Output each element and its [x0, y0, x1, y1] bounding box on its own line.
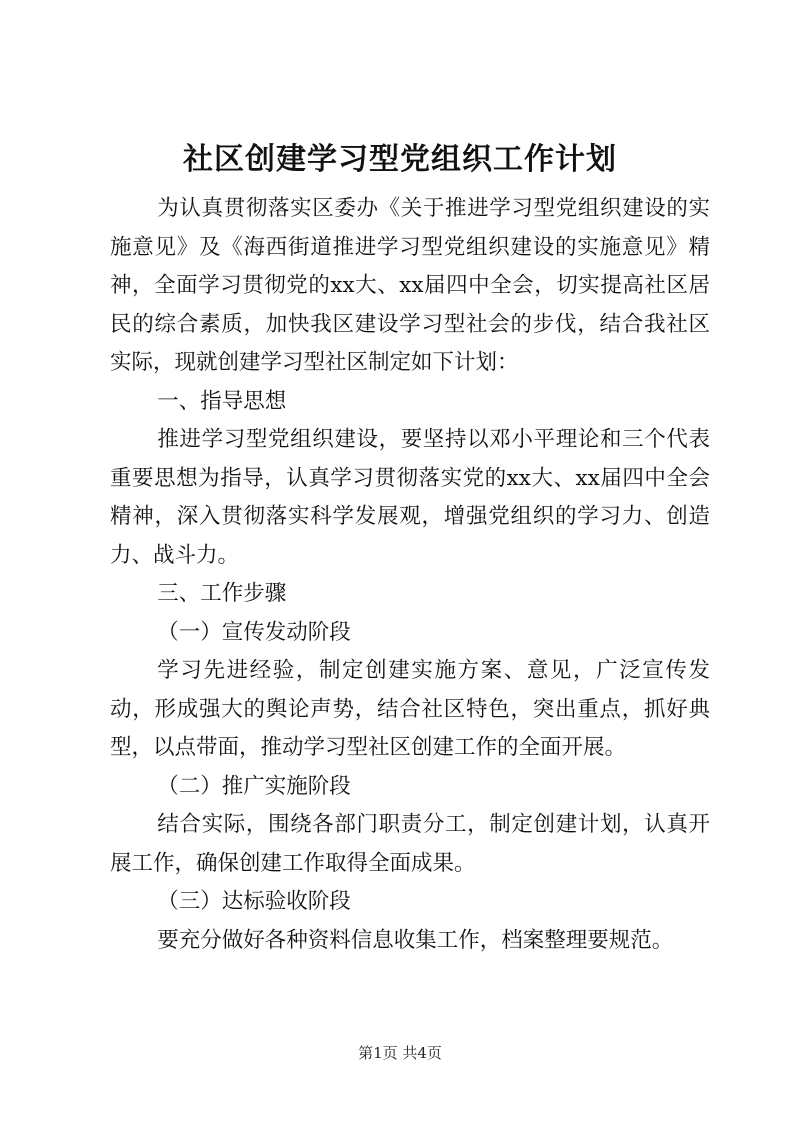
- document-title: 社区创建学习型党组织工作计划: [183, 142, 617, 177]
- intro-paragraph: 为认真贯彻落实区委办《关于推进学习型党组织建设的实施意见》及《海西街道推进学习型党组织建设的实施意见》精神，全面学习贯彻党的xx大、xx届四中全会，切实提高社区居民的综合素质，加快我区建设学习型社会的步伐，结合我社区实际，现就创建学习型社区制定如下计划：: [110, 196, 710, 375]
- subheading-acceptance-stage: （三）达标验收阶段: [157, 889, 351, 914]
- section-heading-guiding-ideology: 一、指导思想: [157, 388, 287, 414]
- subheading-publicity-stage: （一）宣传发动阶段: [157, 619, 351, 645]
- implementation-stage-paragraph: 结合实际，围绕各部门职责分工，制定创建计划，认真开展工作，确保创建工作取得全面成果。: [110, 812, 710, 876]
- section-heading-work-steps: 三、工作步骤: [157, 581, 287, 606]
- subheading-implementation-stage: （二）推广实施阶段: [157, 773, 351, 799]
- guiding-ideology-paragraph: 推进学习型党组织建设，要坚持以邓小平理论和三个代表重要思想为指导，认真学习贯彻落实党的xx大、xx届四中全会精神，深入贯彻落实科学发展观，增强党组织的学习力、创造力、战斗力。: [110, 427, 710, 568]
- page-number-footer: 第1页 共4页: [358, 1044, 442, 1062]
- acceptance-stage-paragraph: 要充分做好各种资料信息收集工作，档案整理要规范。: [157, 927, 674, 953]
- publicity-stage-paragraph: 学习先进经验，制定创建实施方案、意见，广泛宣传发动，形成强大的舆论声势，结合社区特色，突出重点，抓好典型，以点带面，推动学习型社区创建工作的全面开展。: [110, 658, 710, 760]
- document-body: [110, 190, 710, 960]
